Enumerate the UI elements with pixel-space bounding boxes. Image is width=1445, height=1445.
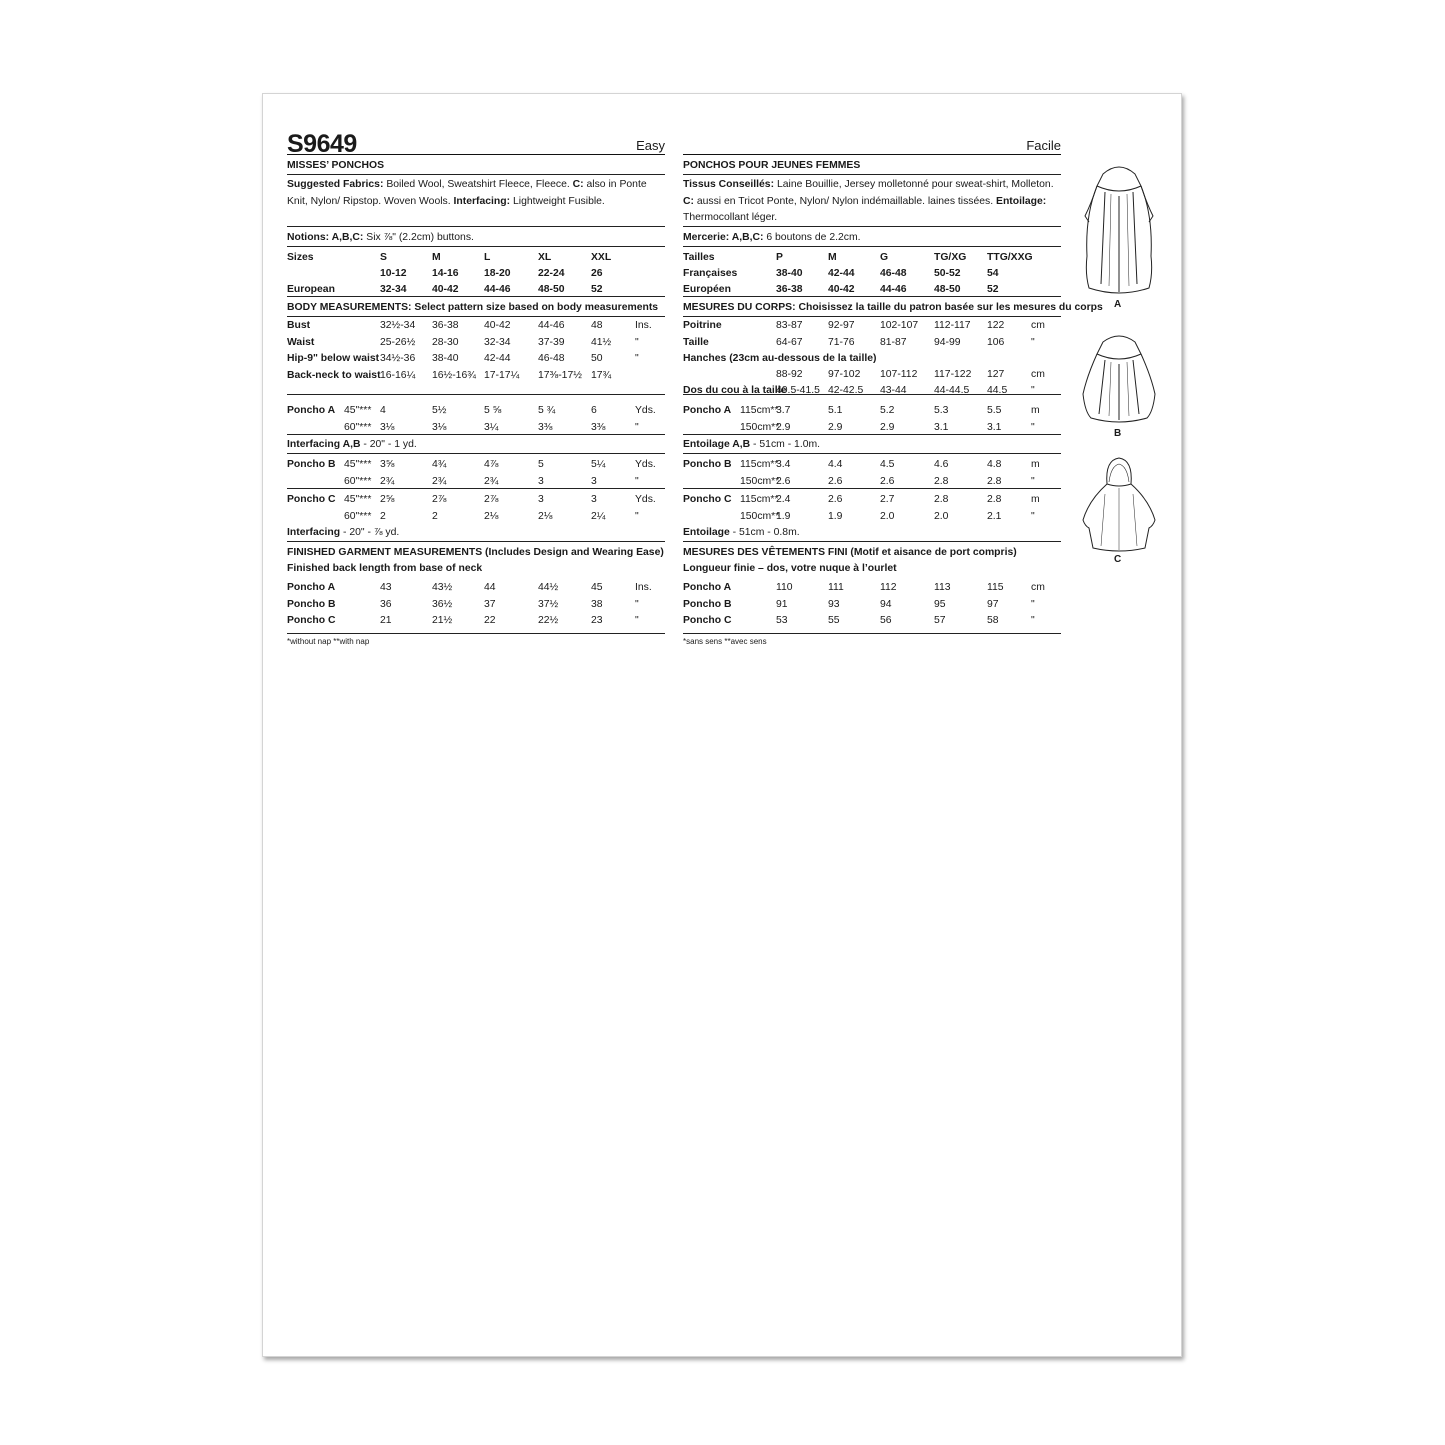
size-us: 14-16 xyxy=(432,268,459,279)
yardage-value: 3⅛ xyxy=(380,421,395,433)
yardage-value: 2.4 xyxy=(776,494,791,505)
body-row-value: 32-34 xyxy=(484,336,511,348)
yardage-value: 4 xyxy=(380,405,386,416)
size-letter: TG/XG xyxy=(934,252,967,263)
yardage-value: 1.9 xyxy=(828,510,843,522)
hanches-row-unit: cm xyxy=(1031,369,1045,380)
divider xyxy=(287,154,665,155)
yardage-unit: m xyxy=(1031,459,1040,470)
fabrics-label: Tissus Conseillés: xyxy=(683,179,775,190)
divider xyxy=(683,296,1061,297)
fabric-width: 60"*** xyxy=(344,510,372,522)
yardage-unit: m xyxy=(1031,405,1040,416)
divider xyxy=(287,226,665,227)
view-label: C xyxy=(1114,554,1122,565)
size-eu: 52 xyxy=(591,284,603,295)
interfacing-label: Entoilage: xyxy=(996,195,1047,207)
yardage-unit: " xyxy=(1031,510,1035,522)
body-row-value: 41½ xyxy=(591,336,612,348)
divider xyxy=(287,316,665,317)
body-row-value: 16-16¼ xyxy=(380,369,416,381)
yardage-value: 6 xyxy=(591,405,597,416)
finished-row-unit: " xyxy=(1031,615,1035,626)
fabrics-c-label: C: xyxy=(683,195,694,207)
section-title: PONCHOS POUR JEUNES FEMMES xyxy=(683,160,861,171)
body-row-value: 17-17¼ xyxy=(484,369,520,381)
yardage-value: 3¼ xyxy=(484,421,499,433)
yardage-poncho-label: Poncho A xyxy=(683,405,732,416)
body-row-value: 64-67 xyxy=(776,336,803,348)
fabrics-paragraph xyxy=(287,177,665,210)
body-row-value: 34½-36 xyxy=(380,353,416,364)
finished-row-value: 44 xyxy=(484,582,496,593)
yardage-value: 2.9 xyxy=(776,421,791,433)
divider xyxy=(683,316,1061,317)
yardage-unit: " xyxy=(635,421,639,433)
yardage-value: 4.6 xyxy=(934,459,949,470)
yardage-value: 2¾ xyxy=(432,475,447,487)
yardage-value: 4.5 xyxy=(880,459,895,470)
dos-row-unit: " xyxy=(1031,385,1035,396)
finished-row-value: 93 xyxy=(828,598,840,610)
interfacing-c: Interfacing - 20" - ⅞ yd. xyxy=(287,527,400,538)
body-measurements-header: MESURES DU CORPS: Choisissez la taille du patron basée sur les mesures du corps xyxy=(683,302,1103,313)
finished-row-unit: " xyxy=(635,615,639,626)
yardage-value: 3⅜ xyxy=(591,421,606,433)
hanches-row-value: 88-92 xyxy=(776,369,803,380)
yardage-value: 5 ¾ xyxy=(538,405,556,416)
finished-row-value: 56 xyxy=(880,615,892,626)
finished-row-value: 44½ xyxy=(538,582,559,593)
notions-text: 6 boutons de 2.2cm. xyxy=(763,232,861,243)
section-title: MISSES’ PONCHOS xyxy=(287,160,385,171)
view-a-illustration xyxy=(1081,156,1157,310)
european-label: Européen xyxy=(683,284,731,295)
finished-row-value: 43 xyxy=(380,582,392,593)
yardage-value: 2.6 xyxy=(776,475,791,487)
yardage-value: 2.7 xyxy=(880,494,895,505)
fabric-width: 150cm** xyxy=(740,510,780,522)
yardage-value: 2¾ xyxy=(380,475,395,487)
hanches-row-value: 127 xyxy=(987,369,1005,380)
fabrics-text: Laine Bouillie, Jersey molletonné pour sweat-shirt, Molleton. xyxy=(774,179,1054,190)
divider xyxy=(683,434,1061,435)
yardage-value: 2.1 xyxy=(987,510,1002,522)
dos-label: Dos du cou à la taille xyxy=(683,385,787,396)
yardage-value: 2.9 xyxy=(880,421,895,433)
notions xyxy=(683,231,861,244)
yardage-value: 3 xyxy=(591,475,597,487)
body-row-label: Poitrine xyxy=(683,320,722,331)
divider xyxy=(287,246,665,247)
yardage-value: 3.4 xyxy=(776,459,791,470)
difficulty-level: Easy xyxy=(636,138,665,153)
footnote: *sans sens **avec sens xyxy=(683,637,767,646)
yardage-value: 2.8 xyxy=(934,494,949,505)
divider xyxy=(683,453,1061,454)
divider xyxy=(287,296,665,297)
size-letter: XL xyxy=(538,252,552,263)
sizes-label: Tailles xyxy=(683,252,715,263)
yardage-value: 5.3 xyxy=(934,405,949,416)
body-row-value: 16½-16¾ xyxy=(432,369,476,381)
european-label: European xyxy=(287,284,335,295)
yardage-value: 2⅛ xyxy=(538,510,553,522)
body-measurements-header: BODY MEASUREMENTS: Select pattern size based on body measurements xyxy=(287,302,659,313)
poncho-hood-icon xyxy=(1081,454,1157,554)
pattern-number: S9649 xyxy=(287,130,357,158)
body-row-value: 38-40 xyxy=(432,353,459,364)
hanches-row-value: 117-122 xyxy=(934,369,972,380)
yardage-value: 5½ xyxy=(432,405,447,416)
fabric-width: 45"*** xyxy=(344,494,372,505)
fabric-width: 115cm** xyxy=(740,405,779,416)
yardage-poncho-label: Poncho C xyxy=(683,494,732,505)
size-eu: 44-46 xyxy=(880,284,907,295)
interfacing-c: Entoilage - 51cm - 0.8m. xyxy=(683,527,800,538)
finished-row-label: Poncho A xyxy=(287,582,336,593)
divider xyxy=(683,246,1061,247)
size-us: 18-20 xyxy=(484,268,511,279)
yardage-value: 5.2 xyxy=(880,405,895,416)
size-letter: P xyxy=(776,252,783,263)
size-us: 10-12 xyxy=(380,268,407,279)
finished-row-value: 36 xyxy=(380,598,392,610)
fabric-width: 150cm** xyxy=(740,475,780,487)
notions-text: Six ⅞" (2.2cm) buttons. xyxy=(363,232,474,243)
divider xyxy=(683,226,1061,227)
yardage-value: 2¼ xyxy=(591,510,606,522)
body-row-value: 28-30 xyxy=(432,336,459,348)
finished-row-value: 23 xyxy=(591,615,603,626)
body-row-unit: " xyxy=(635,336,639,348)
divider xyxy=(287,174,665,175)
finished-row-value: 97 xyxy=(987,598,999,610)
yardage-value: 2.0 xyxy=(880,510,895,522)
finished-row-value: 36½ xyxy=(432,598,453,610)
size-eu: 40-42 xyxy=(828,284,855,295)
finished-header: MESURES DES VÊTEMENTS FINI (Motif et aisance de port compris) xyxy=(683,547,1017,558)
body-row-label: Bust xyxy=(287,320,311,331)
finished-row-value: 37 xyxy=(484,598,496,610)
finished-row-unit: " xyxy=(1031,598,1035,610)
body-row-unit: " xyxy=(1031,336,1035,348)
sizes-label: Sizes xyxy=(287,252,314,263)
size-letter: M xyxy=(432,252,441,263)
body-row-value: 17¾ xyxy=(591,369,612,381)
body-row-unit: " xyxy=(635,353,639,364)
yardage-poncho-label: Poncho B xyxy=(287,459,336,470)
yardage-poncho-label: Poncho B xyxy=(683,459,732,470)
body-row-value: 112-117 xyxy=(934,320,971,331)
yardage-value: 3⅜ xyxy=(538,421,553,433)
yardage-value: 2.6 xyxy=(828,475,843,487)
english-column xyxy=(287,94,665,674)
finished-row-value: 53 xyxy=(776,615,788,626)
body-row-label: Back-neck to waist xyxy=(287,369,381,381)
finished-row-label: Poncho B xyxy=(683,598,732,610)
yardage-value: 2.8 xyxy=(987,494,1002,505)
yardage-value: 4¾ xyxy=(432,459,447,470)
yardage-value: 2⅞ xyxy=(432,494,447,505)
divider xyxy=(287,434,665,435)
body-row-value: 81-87 xyxy=(880,336,907,348)
fabrics-text-2: aussi en Tricot Ponte, Nylon/ Nylon indémaillable. laines tissées. xyxy=(693,195,997,207)
divider xyxy=(683,174,1061,175)
yardage-poncho-label: Poncho C xyxy=(287,494,336,505)
size-eu: 32-34 xyxy=(380,284,407,295)
body-row-value: 106 xyxy=(987,336,1005,348)
size-eu: 40-42 xyxy=(432,284,459,295)
size-letter: TTG/XXG xyxy=(987,252,1033,263)
size-fr: 50-52 xyxy=(934,268,961,279)
difficulty-level: Facile xyxy=(1026,138,1061,153)
finished-row-value: 111 xyxy=(828,582,844,593)
yardage-value: 5.5 xyxy=(987,405,1002,416)
body-row-value: 48 xyxy=(591,320,603,331)
finished-row-value: 21½ xyxy=(432,615,453,626)
body-row-value: 71-76 xyxy=(828,336,855,348)
yardage-value: 2.8 xyxy=(934,475,949,487)
dos-row-value: 44-44.5 xyxy=(934,385,970,396)
yardage-unit: " xyxy=(635,475,639,487)
size-letter: M xyxy=(828,252,837,263)
fabrics-text: Boiled Wool, Sweatshirt Fleece, Fleece. xyxy=(383,179,573,190)
notions-label: Mercerie: A,B,C: xyxy=(683,232,764,243)
yardage-value: 3 xyxy=(538,475,544,487)
fabrics-text-2: also in Ponte Knit, Nylon/ Ripstop. Woven Wools. xyxy=(287,179,647,207)
fabric-width: 115cm** xyxy=(740,459,779,470)
yardage-value: 3⅛ xyxy=(432,421,447,433)
notions xyxy=(287,231,474,244)
finished-row-value: 21 xyxy=(380,615,392,626)
yardage-value: 4.8 xyxy=(987,459,1002,470)
dos-row-value: 43-44 xyxy=(880,385,907,396)
finished-row-unit: cm xyxy=(1031,582,1045,593)
yardage-value: 3 xyxy=(538,494,544,505)
dos-row-value: 40.5-41.5 xyxy=(776,385,820,396)
finished-row-label: Poncho C xyxy=(287,615,336,626)
body-row-value: 46-48 xyxy=(538,353,565,364)
finished-row-label: Poncho A xyxy=(683,582,732,593)
finished-row-value: 94 xyxy=(880,598,892,610)
size-eu: 52 xyxy=(987,284,999,295)
yardage-value: 3.7 xyxy=(776,405,791,416)
yardage-value: 3 xyxy=(591,494,597,505)
yardage-value: 2.0 xyxy=(934,510,949,522)
finished-row-value: 37½ xyxy=(538,598,559,610)
divider xyxy=(287,488,665,489)
interfacing-text: Lightweight Fusible. xyxy=(510,195,605,207)
yardage-value: 2 xyxy=(380,510,386,522)
finished-row-value: 110 xyxy=(776,582,793,593)
body-row-value: 94-99 xyxy=(934,336,961,348)
body-row-label: Hip-9" below waist xyxy=(287,353,380,364)
finished-row-label: Poncho C xyxy=(683,615,732,626)
finished-row-value: 115 xyxy=(987,582,1004,593)
size-letter: XXL xyxy=(591,252,612,263)
yardage-value: 1.9 xyxy=(776,510,791,522)
finished-row-value: 22½ xyxy=(538,615,559,626)
body-row-unit: cm xyxy=(1031,320,1045,331)
size-fr: 38-40 xyxy=(776,268,803,279)
yardage-unit: " xyxy=(635,510,639,522)
yardage-value: 2.6 xyxy=(880,475,895,487)
yardage-value: 2⅝ xyxy=(380,494,395,505)
fabric-width: 45"*** xyxy=(344,459,372,470)
size-fr: 54 xyxy=(987,268,999,279)
yardage-value: 2.6 xyxy=(828,494,843,505)
yardage-unit: m xyxy=(1031,494,1040,505)
finished-row-value: 45 xyxy=(591,582,603,593)
body-row-value: 92-97 xyxy=(828,320,855,331)
fabric-width: 150cm** xyxy=(740,421,780,433)
size-eu: 48-50 xyxy=(538,284,565,295)
interfacing-ab: Interfacing A,B - 20" - 1 yd. xyxy=(287,439,417,450)
fabrics-paragraph xyxy=(683,177,1061,227)
yardage-value: 4.4 xyxy=(828,459,843,470)
francaises-label: Françaises xyxy=(683,268,738,279)
body-row-value: 32½-34 xyxy=(380,320,416,331)
body-row-value: 17⅜-17½ xyxy=(538,369,582,381)
finished-row-value: 113 xyxy=(934,582,951,593)
yardage-value: 5.1 xyxy=(828,405,843,416)
fabric-width: 60"*** xyxy=(344,421,372,433)
body-row-value: 50 xyxy=(591,353,603,364)
yardage-unit: Yds. xyxy=(635,405,656,416)
divider xyxy=(287,394,665,395)
body-row-value: 122 xyxy=(987,320,1005,331)
finished-row-value: 22 xyxy=(484,615,496,626)
divider xyxy=(683,541,1061,542)
yardage-unit: " xyxy=(1031,421,1035,433)
body-row-value: 36-38 xyxy=(432,320,459,331)
yardage-poncho-label: Poncho A xyxy=(287,405,336,416)
hanches-row-value: 107-112 xyxy=(880,369,918,380)
yardage-unit: Yds. xyxy=(635,459,656,470)
finished-row-unit: Ins. xyxy=(635,582,652,593)
finished-subheader: Longueur finie – dos, votre nuque à l’ourlet xyxy=(683,563,897,574)
view-c-illustration xyxy=(1081,454,1157,565)
yardage-value: 5 xyxy=(538,459,544,470)
yardage-value: 5 ⅝ xyxy=(484,405,502,416)
divider xyxy=(287,633,665,634)
poncho-collar-long-icon xyxy=(1081,156,1157,296)
yardage-value: 2 xyxy=(432,510,438,522)
finished-row-value: 57 xyxy=(934,615,946,626)
size-eu: 36-38 xyxy=(776,284,803,295)
size-us: 22-24 xyxy=(538,268,565,279)
yardage-value: 4⅞ xyxy=(484,459,499,470)
yardage-unit: Yds. xyxy=(635,494,656,505)
finished-row-value: 38 xyxy=(591,598,603,610)
yardage-value: 3⅝ xyxy=(380,459,395,470)
divider xyxy=(287,453,665,454)
yardage-value: 2⅞ xyxy=(484,494,499,505)
size-letter: S xyxy=(380,252,387,263)
view-b-illustration xyxy=(1081,328,1157,439)
poncho-collar-short-icon xyxy=(1081,328,1157,424)
finished-row-unit: " xyxy=(635,598,639,610)
fabric-width: 60"*** xyxy=(344,475,372,487)
yardage-unit: " xyxy=(1031,475,1035,487)
body-row-value: 44-46 xyxy=(538,320,565,331)
yardage-value: 2¾ xyxy=(484,475,499,487)
yardage-value: 3.1 xyxy=(987,421,1002,433)
pattern-envelope-back xyxy=(262,93,1182,1357)
interfacing-label: Interfacing: xyxy=(453,195,511,207)
size-letter: G xyxy=(880,252,889,263)
size-eu: 48-50 xyxy=(934,284,961,295)
finished-header: FINISHED GARMENT MEASUREMENTS (Includes Design and Wearing Ease) xyxy=(287,547,664,558)
finished-row-value: 55 xyxy=(828,615,840,626)
hanches-label: Hanches (23cm au-dessous de la taille) xyxy=(683,353,877,364)
divider xyxy=(683,633,1061,634)
yardage-value: 2.8 xyxy=(987,475,1002,487)
finished-row-value: 95 xyxy=(934,598,946,610)
body-row-value: 40-42 xyxy=(484,320,511,331)
size-eu: 44-46 xyxy=(484,284,511,295)
yardage-value: 3.1 xyxy=(934,421,949,433)
french-column xyxy=(683,94,1103,674)
finished-subheader: Finished back length from base of neck xyxy=(287,563,483,574)
view-label: A xyxy=(1114,299,1122,310)
fabrics-label: Suggested Fabrics: xyxy=(287,179,384,190)
divider xyxy=(683,394,1061,395)
finished-row-label: Poncho B xyxy=(287,598,336,610)
body-row-label: Taille xyxy=(683,336,709,348)
footnote: *without nap **with nap xyxy=(287,637,370,646)
body-row-label: Waist xyxy=(287,336,315,348)
fabric-width: 45"*** xyxy=(344,405,372,416)
fabrics-c-label: C: xyxy=(572,179,584,190)
divider xyxy=(287,541,665,542)
dos-row-value: 44.5 xyxy=(987,385,1008,396)
body-row-value: 37-39 xyxy=(538,336,565,348)
body-row-unit: Ins. xyxy=(635,320,652,331)
finished-row-value: 112 xyxy=(880,582,897,593)
body-row-value: 25-26½ xyxy=(380,336,416,348)
interfacing-ab: Entoilage A,B - 51cm - 1.0m. xyxy=(683,439,821,450)
body-row-value: 42-44 xyxy=(484,353,511,364)
size-letter: L xyxy=(484,252,491,263)
finished-row-value: 91 xyxy=(776,598,788,610)
size-fr: 42-44 xyxy=(828,268,855,279)
view-label: B xyxy=(1114,428,1122,439)
fabric-width: 115cm** xyxy=(740,494,779,505)
size-us: 26 xyxy=(591,268,603,279)
hanches-row-value: 97-102 xyxy=(828,369,861,380)
interfacing-text: Thermocollant léger. xyxy=(683,212,778,223)
divider xyxy=(683,154,1061,155)
notions-label: Notions: A,B,C: xyxy=(287,232,364,243)
divider xyxy=(683,488,1061,489)
yardage-value: 2.9 xyxy=(828,421,843,433)
yardage-value: 5¼ xyxy=(591,459,606,470)
finished-row-value: 58 xyxy=(987,615,999,626)
finished-row-value: 43½ xyxy=(432,582,453,593)
yardage-value: 2⅛ xyxy=(484,510,499,522)
size-fr: 46-48 xyxy=(880,268,907,279)
body-row-value: 83-87 xyxy=(776,320,803,331)
dos-row-value: 42-42.5 xyxy=(828,385,864,396)
body-row-value: 102-107 xyxy=(880,320,919,331)
